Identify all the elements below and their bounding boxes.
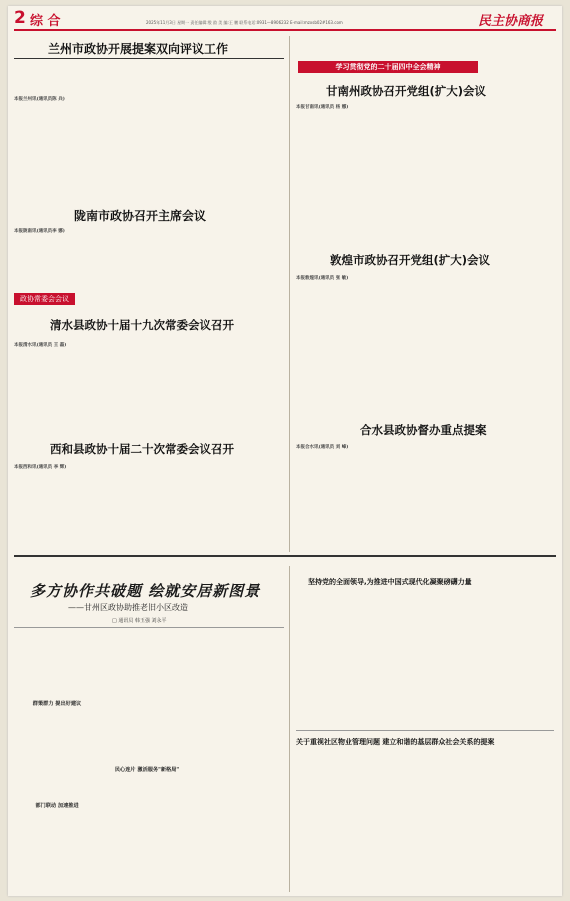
divider	[14, 58, 284, 59]
headline-qingshui: 清水县政协十届十九次常委会议召开	[50, 318, 234, 332]
byline-heshui: 本报合水讯(通讯员 刘 峰)	[296, 445, 349, 450]
feature-col2	[104, 632, 190, 888]
feature-byline: □ 通讯员 韩玉强 刘永平	[112, 618, 167, 624]
column-divider	[289, 566, 290, 892]
divider	[296, 730, 554, 731]
section-name: 综 合	[30, 14, 61, 29]
body-longnan	[14, 228, 284, 284]
section-band: 政协常委会会议	[14, 293, 75, 305]
byline-dunhuang: 本报敦煌讯(通讯员 张 敏)	[296, 276, 349, 281]
headline-gansu: 甘南州政协召开党组(扩大)会议	[326, 84, 487, 98]
headline-commentary: 坚持党的全面领导,为推进中国式现代化凝聚磅礴力量	[308, 578, 472, 586]
byline-gansu: 本报甘南讯(通讯员 杨 娜)	[296, 105, 349, 110]
divider	[14, 627, 284, 628]
byline-xihe: 本报西和讯(通讯员 李 辉)	[14, 465, 67, 470]
body-gansu	[296, 104, 554, 234]
body-dunhuang	[296, 275, 554, 419]
body-commentary	[296, 590, 554, 706]
dateline: 2025年11月3日 星期一 责任编辑:殷 韵 美 编:王 鹏 联系电话:0931—8906232 E-mail:mzxsb02#163.com	[146, 20, 343, 25]
feature-subhead-3: 民心连片 激活服务"新格局"	[114, 767, 180, 773]
masthead-logo: 民主协商报	[478, 14, 544, 29]
byline-lanzhou: 本报兰州讯(通讯员陈 兵)	[14, 97, 65, 102]
feature-subhead-2: 部门联动 加速推进	[35, 803, 79, 809]
feature-headline: 多方协作共破题 绘就安居新图景	[30, 582, 261, 600]
lower-section-rule	[14, 555, 556, 557]
body-qingshui	[14, 342, 284, 434]
feature-subhead-1: 群策群力 提出好建议	[32, 701, 82, 707]
banner-gansu: 学习贯彻党的二十届四中全会精神	[298, 61, 478, 73]
body-lanzhou	[14, 96, 98, 166]
feature-col1	[14, 632, 100, 888]
headline-xihe: 西和县政协十届二十次常委会议召开	[50, 442, 234, 456]
feature-subtitle: ——甘州区政协助推老旧小区改造	[68, 603, 188, 612]
headline-dunhuang: 敦煌市政协召开党组(扩大)会议	[330, 253, 491, 267]
headline-lanzhou: 兰州市政协开展提案双向评议工作	[48, 42, 229, 56]
column-divider	[289, 36, 290, 552]
headline-longnan: 陇南市政协召开主席会议	[74, 209, 207, 223]
page-number: 2	[14, 8, 26, 28]
body-xihe	[14, 464, 284, 552]
body-lanzhou-col2	[102, 96, 186, 166]
body-proposal	[296, 751, 554, 889]
byline-longnan: 本报陇南讯(通讯员李 娜)	[14, 229, 65, 234]
byline-qingshui: 本报清水讯(通讯员 王 磊)	[14, 343, 67, 348]
headline-heshui: 合水县政协督办重点提案	[360, 423, 487, 437]
headline-proposal: 关于重视社区物业管理问题 建立和谐的基层群众社会关系的提案	[296, 738, 495, 746]
body-heshui	[296, 444, 554, 548]
feature-col3	[194, 632, 284, 888]
header-rule	[14, 29, 556, 31]
newspaper-page	[8, 6, 562, 896]
body-lanzhou-col3	[190, 96, 276, 166]
